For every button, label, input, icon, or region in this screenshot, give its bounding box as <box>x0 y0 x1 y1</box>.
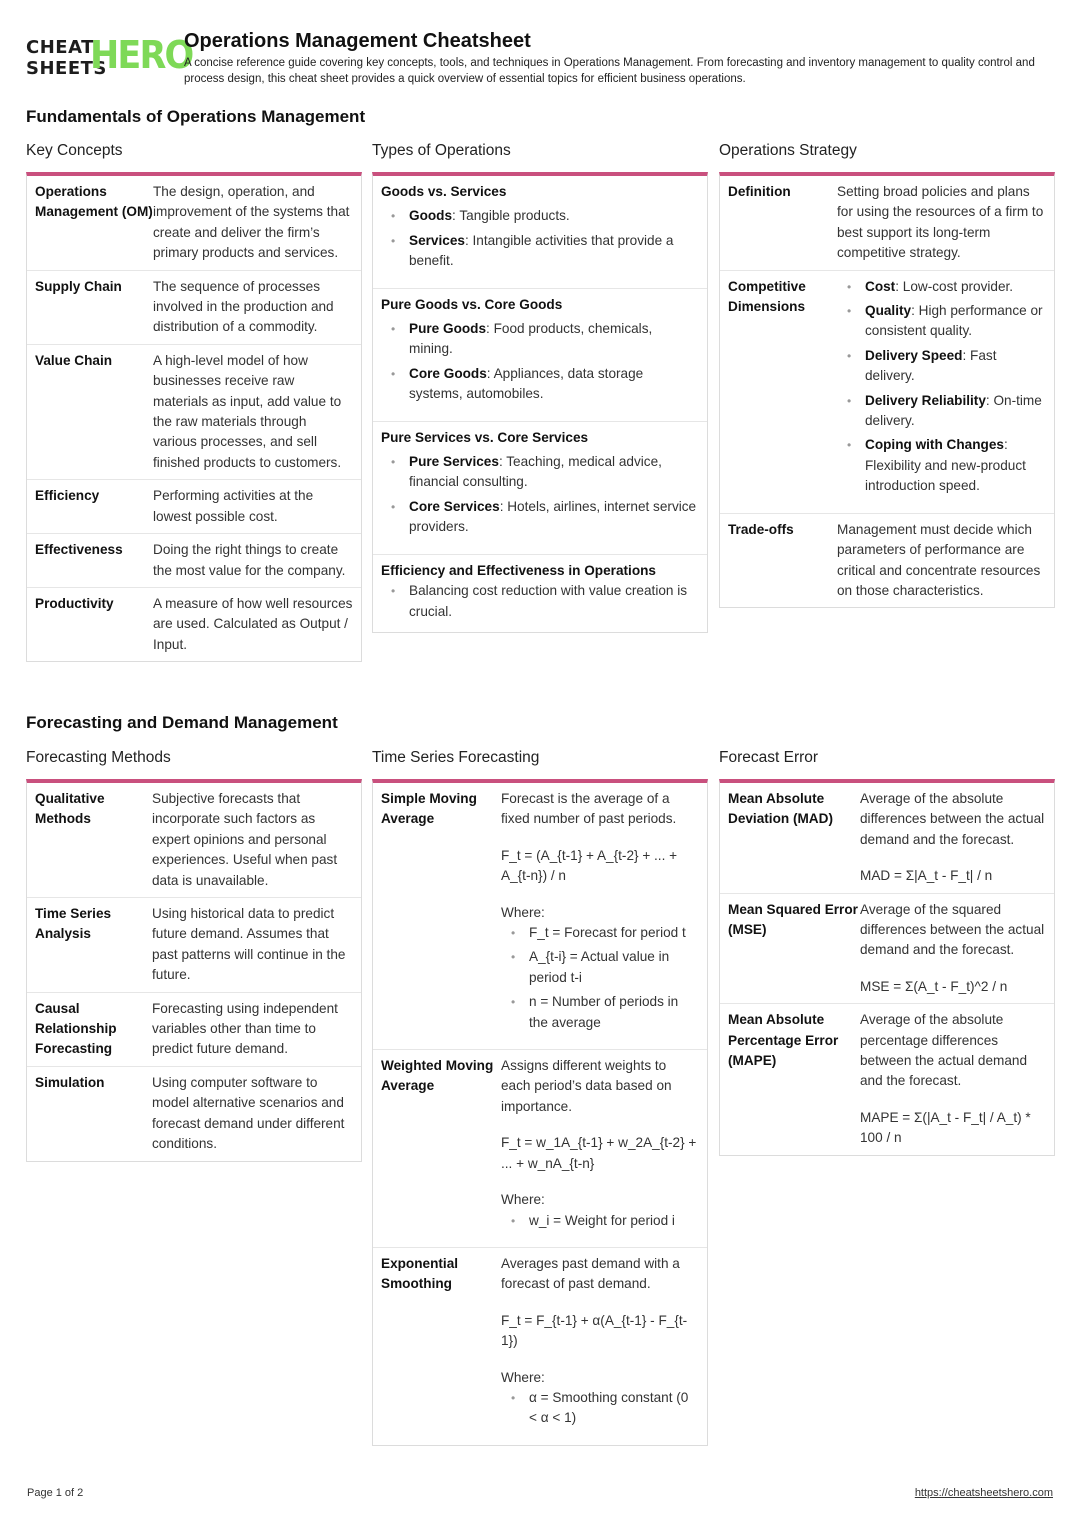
formula: MAPE = Σ(|A_t - F_t| / A_t) * 100 / n <box>860 1109 1031 1146</box>
forecast-error-card <box>719 779 1055 1156</box>
table-row: Time Series Analysis Using historical data to predict future demand. Assumes that past patterns will continue in the future. <box>27 898 361 993</box>
list-item: Efficiency and Effectiveness in Operations • Balancing cost reduction with value creation is crucial. <box>373 555 707 632</box>
card-title-methods: Forecasting Methods <box>26 749 171 766</box>
formula: F_t = (A_{t-1} + A_{t-2} + ... + A_{t-n}) / n <box>501 847 678 884</box>
page-title: Operations Management Cheatsheet <box>184 30 531 52</box>
table-row: Effectiveness Doing the right things to create the most value for the company. <box>27 534 361 588</box>
types-of-operations-card <box>372 172 708 633</box>
table-row: Qualitative Methods Subjective forecasts that incorporate such factors as expert opinions and personal experiences. Useful when past data is unavailable. <box>27 783 361 898</box>
page-header <box>26 28 1056 90</box>
page-subtitle: A concise reference guide covering key concepts, tools, and techniques in Operations Management. From forecasting and inventory management to quality control and process design, this cheat sheet provides a quick overview of essential topics for efficient business operations. <box>184 57 1035 85</box>
table-row: Trade-offs Management must decide which parameters of performance are critical and concentrate resources on those characteristics. <box>728 521 1041 598</box>
operations-strategy-card <box>719 172 1055 608</box>
time-series-card <box>372 779 708 1446</box>
list-item: Pure Services vs. Core Services • Pure Services: Teaching, medical advice, financial consulting. • Core Services: Hotels, airlines, internet service providers. <box>373 422 707 555</box>
table-row: Operations Management (OM) The design, operation, and improvement of the systems that create and deliver the firm’s primary products and services. <box>27 176 361 271</box>
logo-text: CHEAT SHEETS <box>26 37 107 79</box>
card-title-error: Forecast Error <box>719 749 819 766</box>
table-row: Productivity A measure of how well resources are used. Calculated as Output / Input. <box>35 595 353 652</box>
list-item: Pure Goods vs. Core Goods • Pure Goods: Food products, chemicals, mining. • Core Goods: Appliances, data storage systems, automobiles. <box>373 289 707 422</box>
formula: MSE = Σ(A_t - F_t)^2 / n <box>860 978 1008 994</box>
cheatsheetshero-logo[interactable] <box>26 33 193 84</box>
card-title-types: Types of Operations <box>372 142 511 159</box>
table-row: Mean Absolute Deviation (MAD) Average of the absolute differences between the actual demand and the forecast. MAD = Σ|A_t - F_t| / n <box>720 783 1054 894</box>
table-row: Supply Chain The sequence of processes involved in the production and distribution of a commodity. <box>27 271 361 345</box>
formula: MAD = Σ|A_t - F_t| / n <box>860 868 993 884</box>
table-row: Simulation Using computer software to model alternative scenarios and forecast demand under different conditions. <box>35 1074 345 1152</box>
table-row: Value Chain A high-level model of how businesses receive raw materials as input, add value to the raw materials through various processes, and sell finished products to customers. <box>27 345 361 480</box>
table-row: Simple Moving Average Forecast is the average of a fixed number of past periods. F_t = (A_{t-1} + A_{t-2} + ... + A_{t-n}) / n Where: • F_t = Forecast for period t • A_{t-i} = Actual value in period t-i • n = Number of periods in the average <box>373 783 707 1050</box>
table-row: Exponential Smoothing Averages past demand with a forecast of past demand. F_t = F_{t-1} + α(A_{t-1} - F_{t-1}) Where: • α = Smoothing constant (0 < α < 1) <box>373 1248 707 1445</box>
card-title-key-concepts: Key Concepts <box>26 142 123 159</box>
table-row: Definition Setting broad policies and plans for using the resources of a firm to best support its long-term competitive strategy. <box>720 176 1054 271</box>
key-concepts-card <box>26 172 362 662</box>
table-row: Mean Squared Error (MSE) Average of the squared differences between the actual demand and the forecast. MSE = Σ(A_t - F_t)^2 / n <box>720 894 1054 1005</box>
list-item: Goods vs. Services • Goods: Tangible products. • Services: Intangible activities that provide a benefit. <box>373 176 707 289</box>
card-title-timeseries: Time Series Forecasting <box>372 749 540 766</box>
table-row: Competitive Dimensions • Cost: Low-cost provider. • Quality: High performance or consistent quality. • Delivery Speed: Fast delivery. • Delivery Reliability: On-time delivery. • Coping with Changes: Flexibility and new-product introduction speed. <box>720 271 1054 514</box>
page-number: Page 1 of 2 <box>27 1487 84 1499</box>
formula: F_t = w_1A_{t-1} + w_2A_{t-2} + ... + w_nA_{t-n} <box>501 1135 697 1171</box>
logo-hero-text: HERO <box>90 33 193 77</box>
formula: F_t = F_{t-1} + α(A_{t-1} - F_{t-1}) <box>501 1312 688 1349</box>
table-row: Efficiency Performing activities at the lowest possible cost. <box>27 480 361 534</box>
table-row: Mean Absolute Percentage Error (MAPE) Average of the absolute percentage differences between the actual demand and the forecast. MAPE = Σ(|A_t - F_t| / A_t) * 100 / n <box>720 1004 1054 1154</box>
card-title-strategy: Operations Strategy <box>719 142 857 159</box>
forecasting-methods-card <box>26 779 362 1162</box>
section-title-fundamentals: Fundamentals of Operations Management <box>26 107 366 126</box>
site-link[interactable]: https://cheatsheetshero.com <box>914 1487 1053 1499</box>
table-row: Causal Relationship Forecasting Forecasting using independent variables other than time to predict future demand. <box>27 993 361 1067</box>
section-title-forecasting: Forecasting and Demand Management <box>26 713 338 732</box>
table-row: Weighted Moving Average Assigns different weights to each period’s data based on importance. F_t = w_1A_{t-1} + w_2A_{t-2} + ... + w_nA_{t-n} Where: • w_i = Weight for period i <box>373 1050 707 1248</box>
